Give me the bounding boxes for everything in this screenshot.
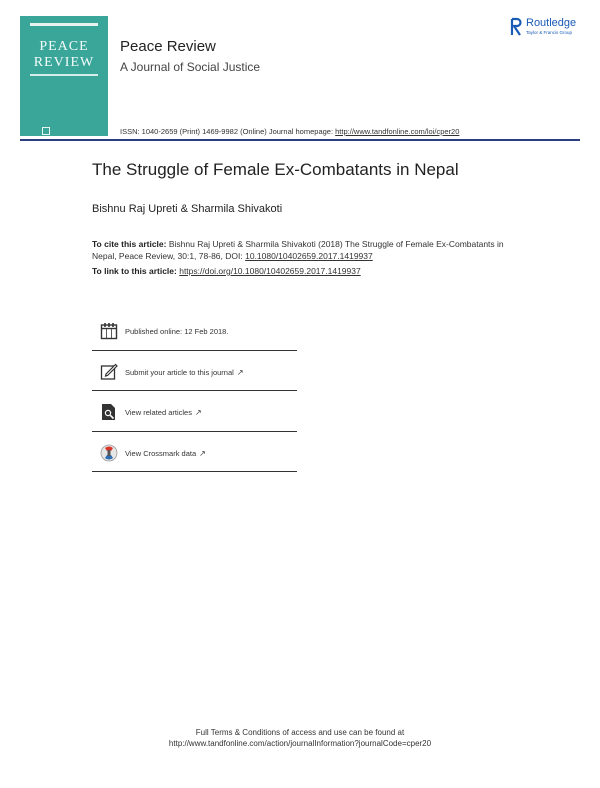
cover-rule xyxy=(30,74,98,76)
journal-subtitle: A Journal of Social Justice xyxy=(120,60,261,74)
issn-line xyxy=(120,127,459,136)
submit-article-link[interactable] xyxy=(125,368,244,377)
related-articles-label: View related articles xyxy=(125,408,192,417)
crossmark-label: View Crossmark data xyxy=(125,449,197,458)
journal-homepage-link[interactable]: http://www.tandfonline.com/loi/cper20 xyxy=(335,127,460,136)
submit-article-row[interactable] xyxy=(92,351,297,391)
related-articles-row[interactable] xyxy=(92,391,297,431)
crossmark-row[interactable] xyxy=(92,432,297,472)
related-articles-link[interactable] xyxy=(125,408,202,417)
routledge-logo-icon xyxy=(510,17,522,37)
footer-terms-url[interactable]: http://www.tandfonline.com/action/journalInformation?journalCode=cper20 xyxy=(168,739,432,748)
cover-publisher-mark xyxy=(42,127,50,135)
external-link-icon: ↗ xyxy=(236,368,244,377)
cite-text: Bishnu Raj Upreti & Sharmila Shivakoti (2018) The Struggle of Female Ex-Combatants in Nepal, Peace Review, 30:1, 78-86, DOI: xyxy=(92,239,504,261)
footer-terms: Full Terms & Conditions of access and use can be found at xyxy=(195,728,405,737)
issn-text: ISSN: 1040-2659 (Print) 1469-9982 (Online) Journal homepage: xyxy=(120,127,336,136)
calendar-icon xyxy=(100,322,118,340)
cover-title-line1: PEACE xyxy=(39,39,89,54)
publisher-name: Routledge xyxy=(526,17,577,29)
divider xyxy=(92,471,297,472)
published-date: Published online: 12 Feb 2018. xyxy=(125,327,229,336)
edit-icon xyxy=(100,363,118,381)
doi-link[interactable]: 10.1080/10402659.2017.1419937 xyxy=(245,251,373,261)
citation xyxy=(92,238,512,262)
submit-article-label: Submit your article to this journal xyxy=(125,368,234,377)
crossmark-icon xyxy=(100,444,118,462)
published-row xyxy=(92,310,297,350)
external-link-icon: ↗ xyxy=(194,408,202,417)
article-link-line xyxy=(92,266,361,276)
search-doc-icon xyxy=(100,403,118,421)
crossmark-link[interactable] xyxy=(125,449,206,458)
publisher-tagline: Taylor & Francis Group xyxy=(526,30,573,35)
journal-title: Peace Review xyxy=(120,38,216,55)
article-title: The Struggle of Female Ex-Combatants in Nepal xyxy=(92,160,459,179)
header-rule xyxy=(20,139,580,141)
article-doi-url[interactable]: https://doi.org/10.1080/10402659.2017.1419937 xyxy=(179,266,361,276)
article-authors: Bishnu Raj Upreti & Sharmila Shivakoti xyxy=(92,203,283,215)
external-link-icon: ↗ xyxy=(199,449,206,458)
link-label: To link to this article: xyxy=(92,266,180,276)
journal-cover xyxy=(20,16,108,136)
cover-title-line2: REVIEW xyxy=(33,55,95,70)
cite-label: To cite this article: xyxy=(92,239,167,249)
cover-band xyxy=(30,23,98,26)
